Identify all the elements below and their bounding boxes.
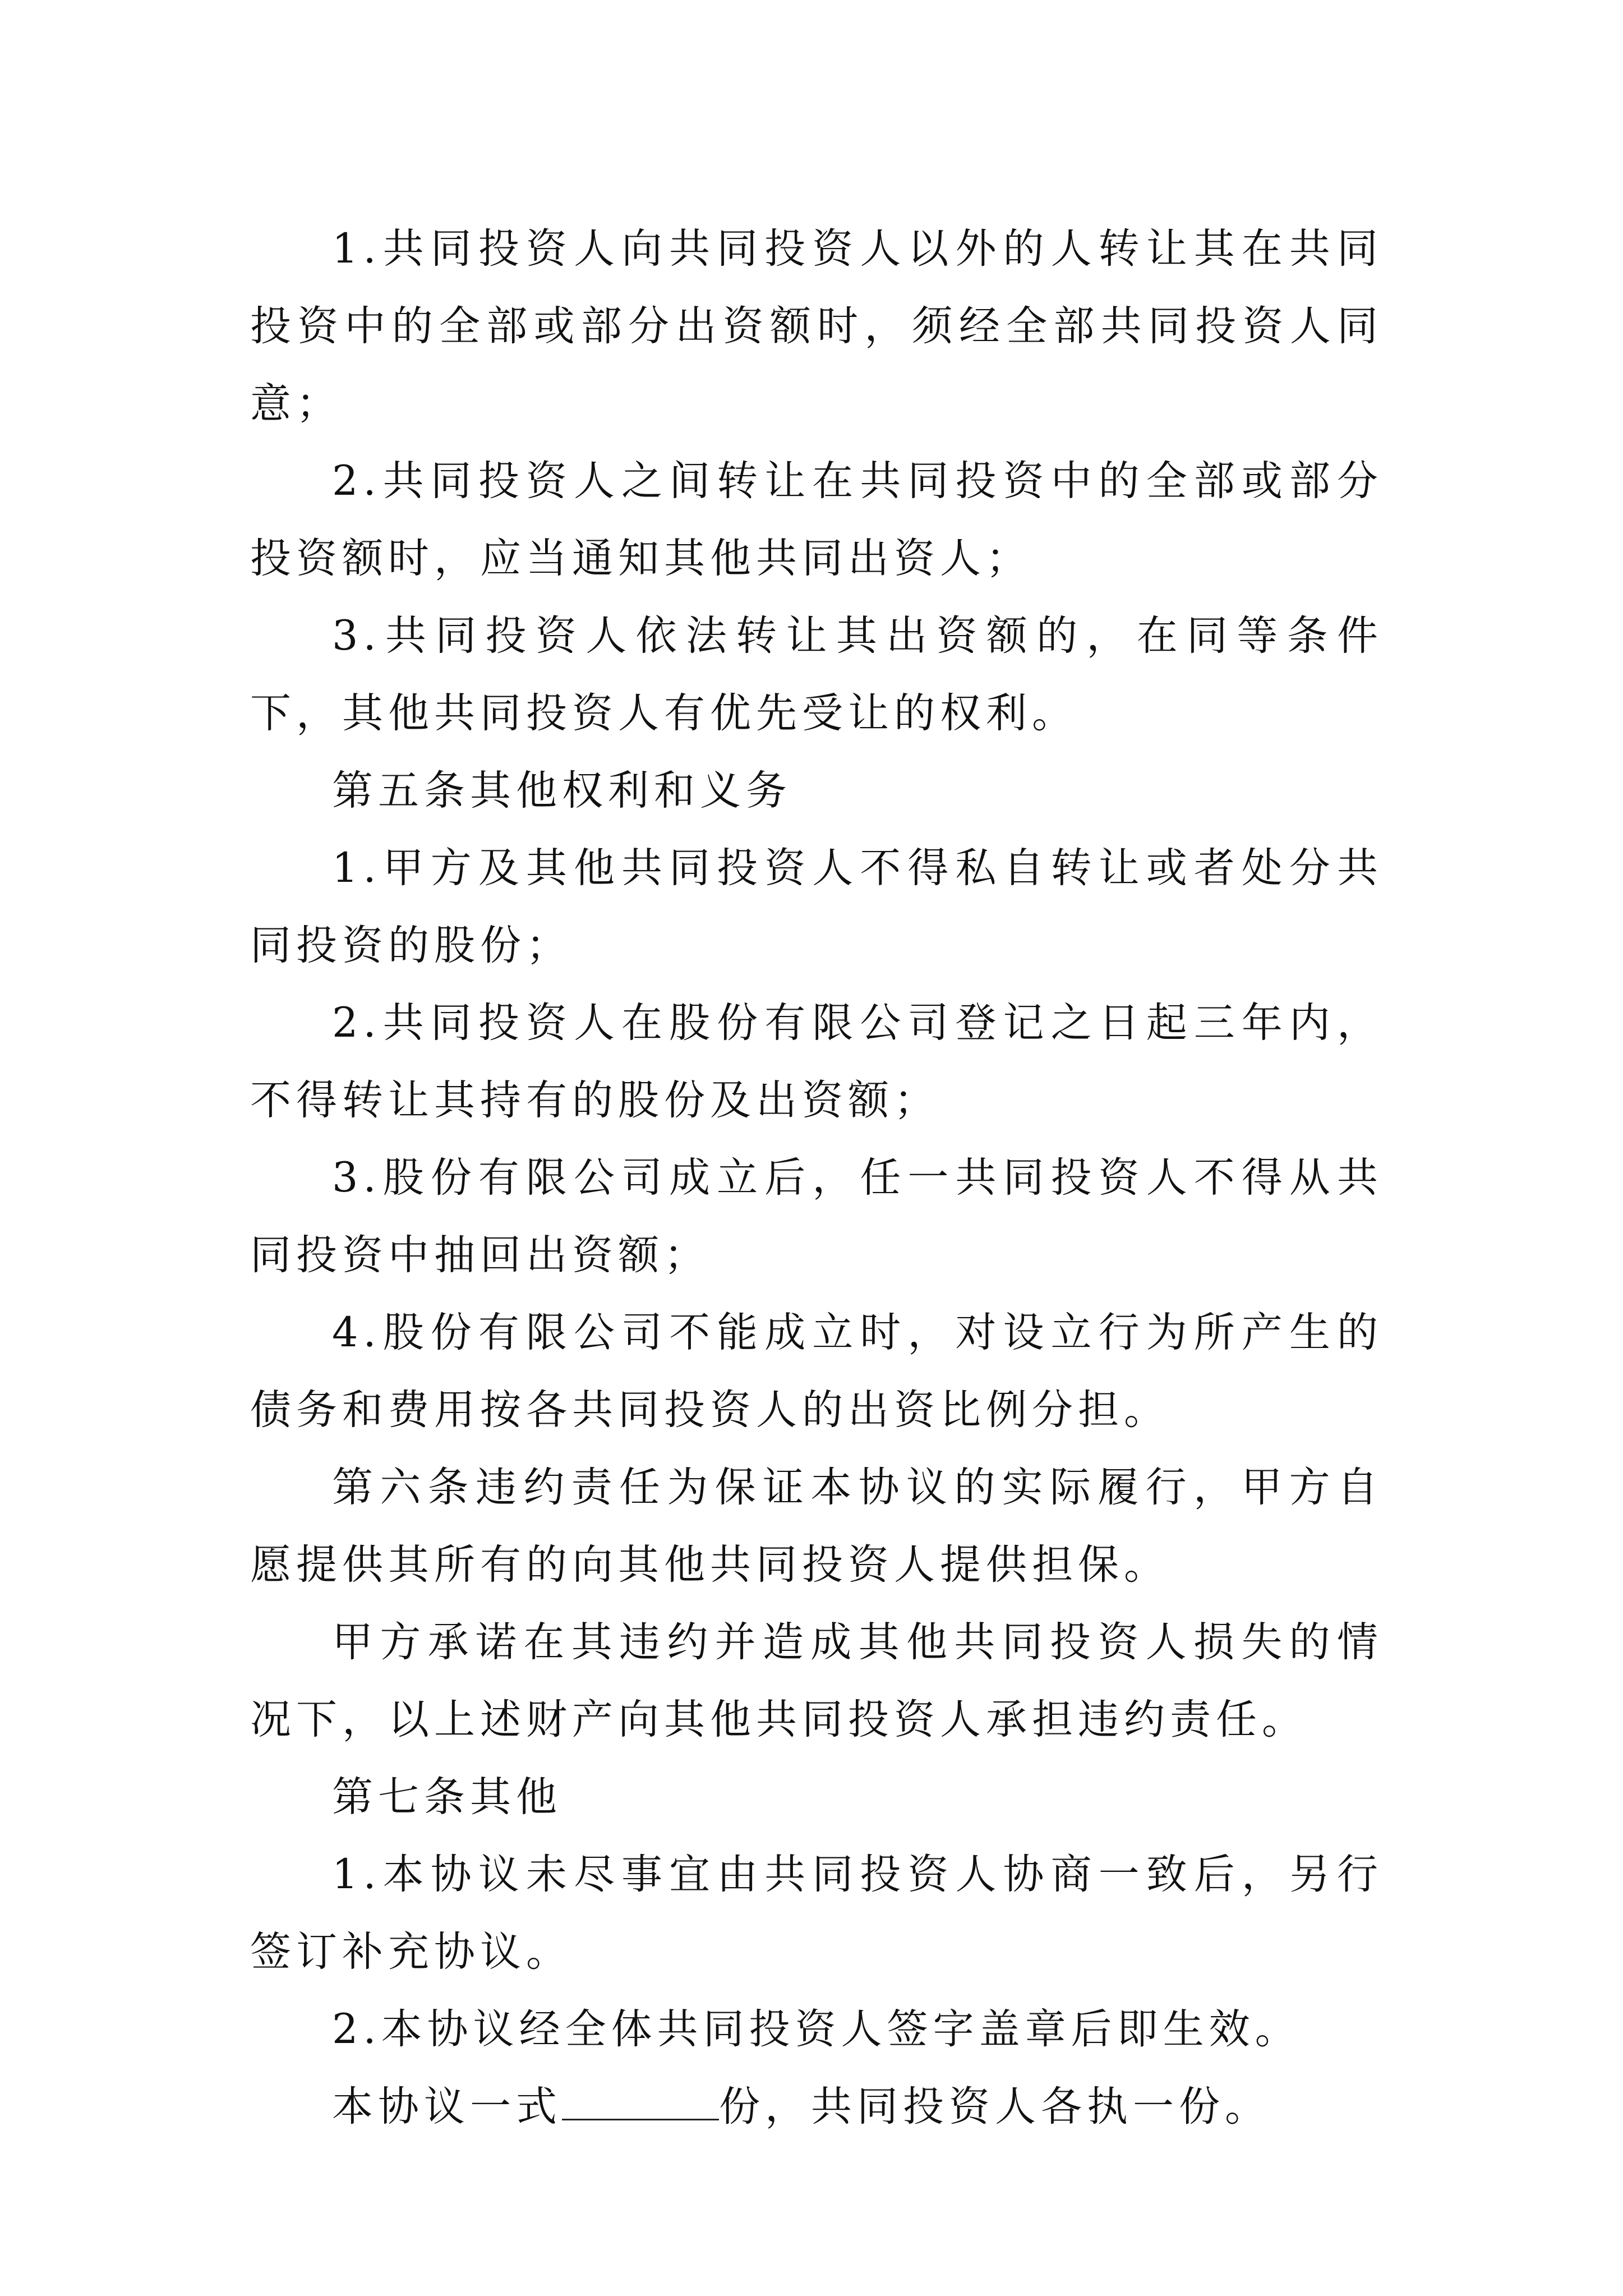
copies-blank-field[interactable]	[562, 2085, 719, 2120]
article-7-heading: 第七条其他	[332, 1773, 562, 1821]
clause-no-withdrawal: 3.股份有限公司成立后，任一共同投资人不得从共同投资中抽回出资额；	[250, 1154, 1383, 1279]
clause-preemptive-right: 3.共同投资人依法转让其出资额的，在同等条件下，其他共同投资人有优先受让的权利。	[250, 612, 1383, 737]
clause-transfer-between: 2.共同投资人之间转让在共同投资中的全部或部分投资额时，应当通知其他共同出资人；	[250, 457, 1383, 582]
clause-copies	[250, 2068, 1383, 2146]
document-body	[250, 210, 1383, 2146]
article-5-heading: 第五条其他权利和义务	[332, 767, 792, 815]
article-6-breach: 第六条违约责任为保证本协议的实际履行，甲方自愿提供其所有的向其他共同投资人提供担保。	[250, 1464, 1383, 1589]
copies-text-after: 份，共同投资人各执一份。	[719, 2083, 1271, 2131]
clause-failure-costs: 4.股份有限公司不能成立时，对设立行为所产生的债务和费用按各共同投资人的出资比例分担。	[250, 1309, 1383, 1434]
clause-three-year-lock: 2.共同投资人在股份有限公司登记之日起三年内，不得转让其持有的股份及出资额；	[250, 999, 1383, 1124]
clause-party-a-commitment: 甲方承诺在其违约并造成其他共同投资人损失的情况下，以上述财产向其他共同投资人承担违约责任。	[250, 1618, 1383, 1743]
clause-transfer-outside: 1.共同投资人向共同投资人以外的人转让其在共同投资中的全部或部分出资额时，须经全部共同投资人同意；	[250, 225, 1383, 427]
copies-text-before: 本协议一式	[332, 2083, 562, 2131]
clause-supplementary: 1.本协议未尽事宜由共同投资人协商一致后，另行签订补充协议。	[250, 1851, 1383, 1976]
clause-effective: 2.本协议经全体共同投资人签字盖章后即生效。	[332, 2005, 1301, 2053]
clause-no-private-transfer: 1.甲方及其他共同投资人不得私自转让或者处分共同投资的股份；	[250, 844, 1383, 969]
